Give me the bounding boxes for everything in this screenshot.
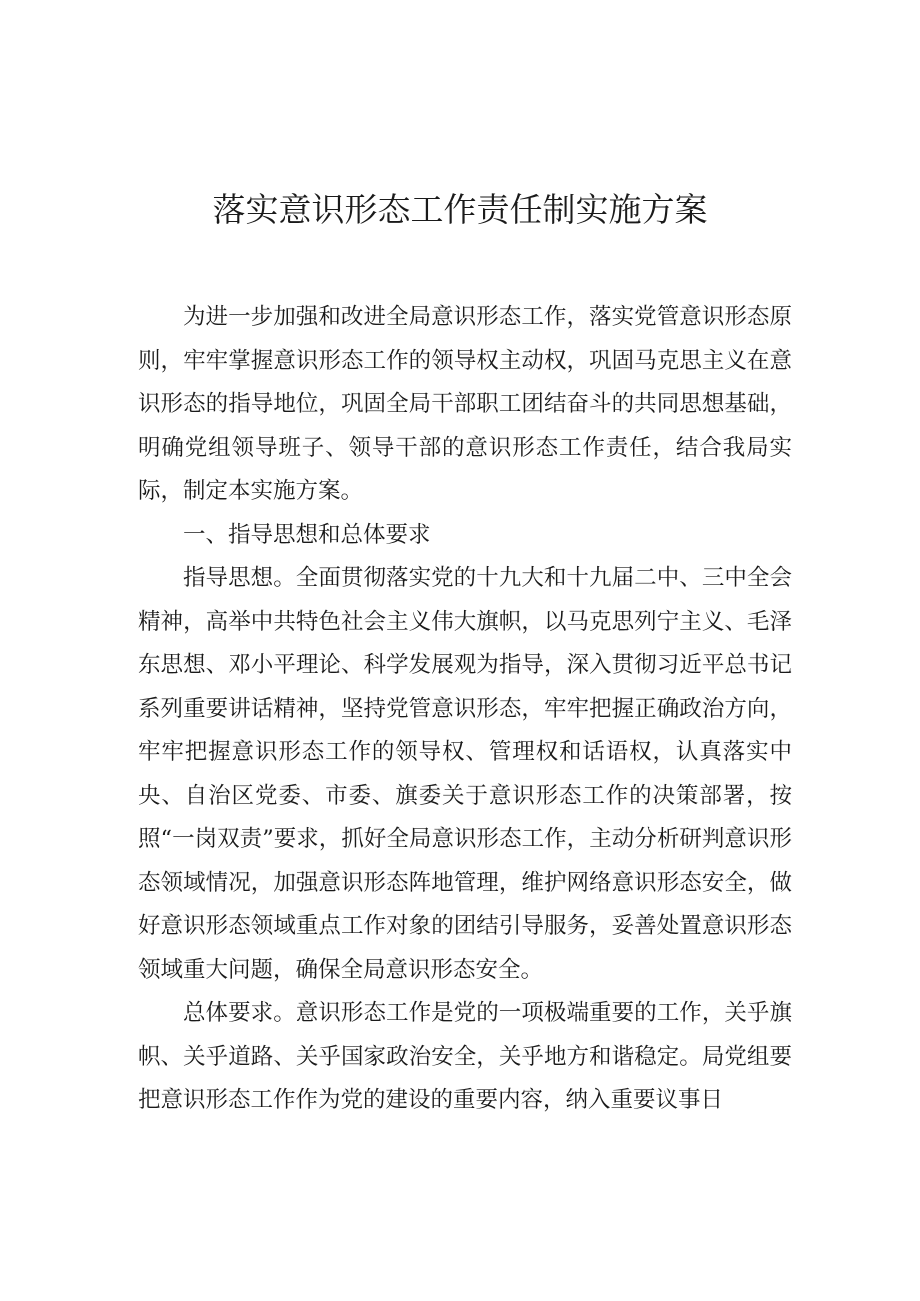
guiding-thought-paragraph: 指导思想。全面贯彻落实党的十九大和十九届二中、三中全会精神，高举中共特色社会主义伟大旗帜，以马克思列宁主义、毛泽东思想、邓小平理论、科学发展观为指导，深入贯彻习近平总书记系列重要讲话精神，坚持党管意识形态，牢牢把握正确政治方向，牢牢把握意识形态工作的领导权、管理权和话语权，认真落实中央、自治区党委、市委、旗委关于意识形态工作的决策部署，按照“一岗双责”要求，抓好全局意识形态工作，主动分析研判意识形态领域情况，加强意识形态阵地管理，维护网络意识形态安全，做好意识形态领域重点工作对象的团结引导服务，妥善处置意识形态领域重大问题，确保全局意识形态安全。	[138, 565, 792, 983]
document-body	[138, 296, 792, 1123]
intro-paragraph: 为进一步加强和改进全局意识形态工作，落实党管意识形态原则，牢牢掌握意识形态工作的领导权主动权，巩固马克思主义在意识形态的指导地位，巩固全局干部职工团结奋斗的共同思想基础，明确党组领导班子、领导干部的意识形态工作责任，结合我局实际，制定本实施方案。	[138, 304, 792, 504]
section-heading-1: 一、指导思想和总体要求	[183, 521, 431, 548]
general-requirements-paragraph: 总体要求。意识形态工作是党的一项极端重要的工作，关乎旗帜、关乎道路、关乎国家政治安全，关乎地方和谐稳定。局党组要把意识形态工作作为党的建设的重要内容，纳入重要议事日	[138, 1000, 792, 1113]
document-title: 落实意识形态工作责任制实施方案	[212, 190, 708, 229]
